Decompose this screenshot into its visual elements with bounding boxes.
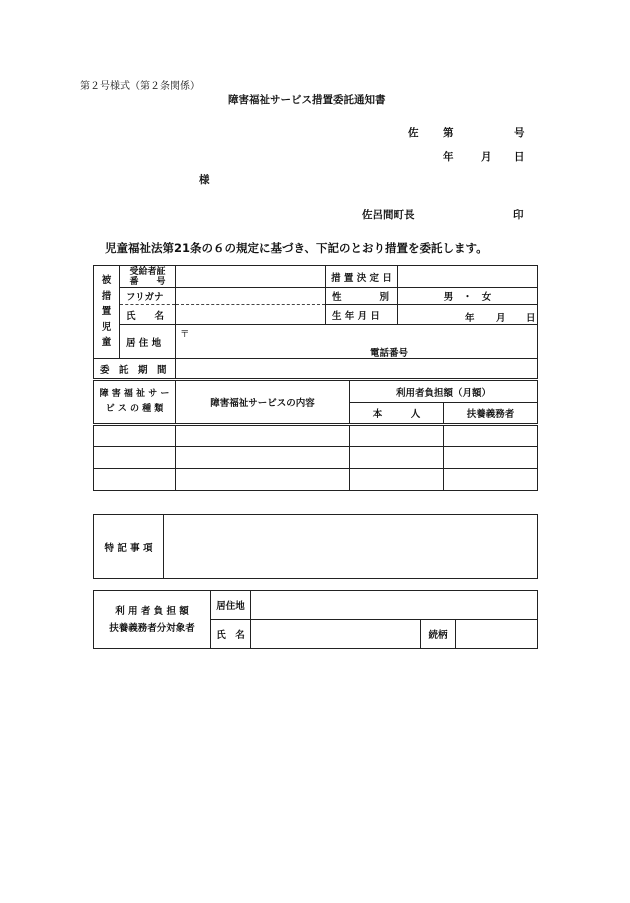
burden-guardian-label: 扶養義務者 [444,403,538,425]
name-field[interactable] [176,305,326,325]
address-field[interactable] [176,325,538,359]
guardian-name-field[interactable] [251,620,421,649]
guardian-relation-label: 続柄 [421,620,456,649]
decision-date-field[interactable] [398,266,538,288]
notes-label: 特 記 事 項 [94,515,164,579]
guardian-name-label: 氏 名 [211,620,251,649]
service-content-cell[interactable] [176,469,350,491]
birth-month-unit: 月 [496,313,506,324]
notes-field[interactable] [164,515,538,579]
intro-text: 児童福祉法第21条の６の規定に基づき、下記のとおり措置を委託します。 [105,241,488,255]
furigana-label: フリガナ [120,288,176,305]
burden-amount-label: 利用者負担額（月額） [350,381,538,403]
furigana-field[interactable] [176,288,326,305]
burden-self-cell[interactable] [350,425,444,447]
seal-mark: 印 [513,209,524,221]
guardian-address-label: 居住地 [211,591,251,620]
doc-number-suffix: 号 [514,127,525,139]
period-field[interactable] [176,359,538,379]
recipient-number-label: 受給者証 番 号 [120,266,176,288]
decision-date-label: 措 置 決 定 日 [326,266,398,288]
period-label: 委 託 期 間 [94,359,176,379]
guardian-group-label: 利 用 者 負 担 額 扶養義務者分対象者 [94,591,211,649]
service-content-label: 障害福祉サービスの内容 [176,381,350,425]
birth-year-unit: 年 [465,313,475,324]
date-day: 日 [514,151,525,163]
burden-guardian-cell[interactable] [444,425,538,447]
service-type-cell[interactable] [94,469,176,491]
birth-day-unit: 日 [526,313,536,324]
address-label: 居 住 地 [120,325,176,359]
burden-self-label: 本 人 [350,403,444,425]
page-title: 障害福祉サービス措置委託通知書 [228,94,386,106]
notes-table [93,514,538,579]
gender-field[interactable]: 男 ・ 女 [398,288,538,305]
birth-date-label: 生 年 月 日 [326,305,398,325]
phone-label: 電話番号 [370,348,409,359]
burden-self-cell[interactable] [350,447,444,469]
service-content-cell[interactable] [176,447,350,469]
child-group-label: 被 措 置 児 童 [94,266,120,359]
gender-label: 性 別 [326,288,398,305]
doc-number-prefix: 佐 [408,127,419,139]
date-year: 年 [443,151,454,163]
table-row [94,469,538,491]
birth-date-field[interactable] [398,305,538,325]
burden-guardian-cell[interactable] [444,469,538,491]
issuer-name: 佐呂間町長 [362,209,415,221]
service-table [93,380,538,491]
burden-guardian-cell[interactable] [444,447,538,469]
table-row [94,425,538,447]
doc-number-mid: 第 [443,127,454,139]
form-number: 第２号様式（第２条関係） [80,81,200,92]
postal-mark: 〒 [180,329,190,340]
recipient-number-field[interactable] [176,266,326,288]
guardian-table [93,590,538,649]
service-type-label: 障 害 福 祉 サ ー ビ ス の 種 類 [94,381,176,425]
guardian-address-field[interactable] [251,591,538,620]
name-label: 氏 名 [120,305,176,325]
date-month: 月 [481,151,492,163]
table-row [94,447,538,469]
service-type-cell[interactable] [94,425,176,447]
service-content-cell[interactable] [176,425,350,447]
child-info-table [93,265,538,379]
guardian-relation-field[interactable] [456,620,538,649]
burden-self-cell[interactable] [350,469,444,491]
addressee-honorific: 様 [199,174,210,186]
service-type-cell[interactable] [94,447,176,469]
